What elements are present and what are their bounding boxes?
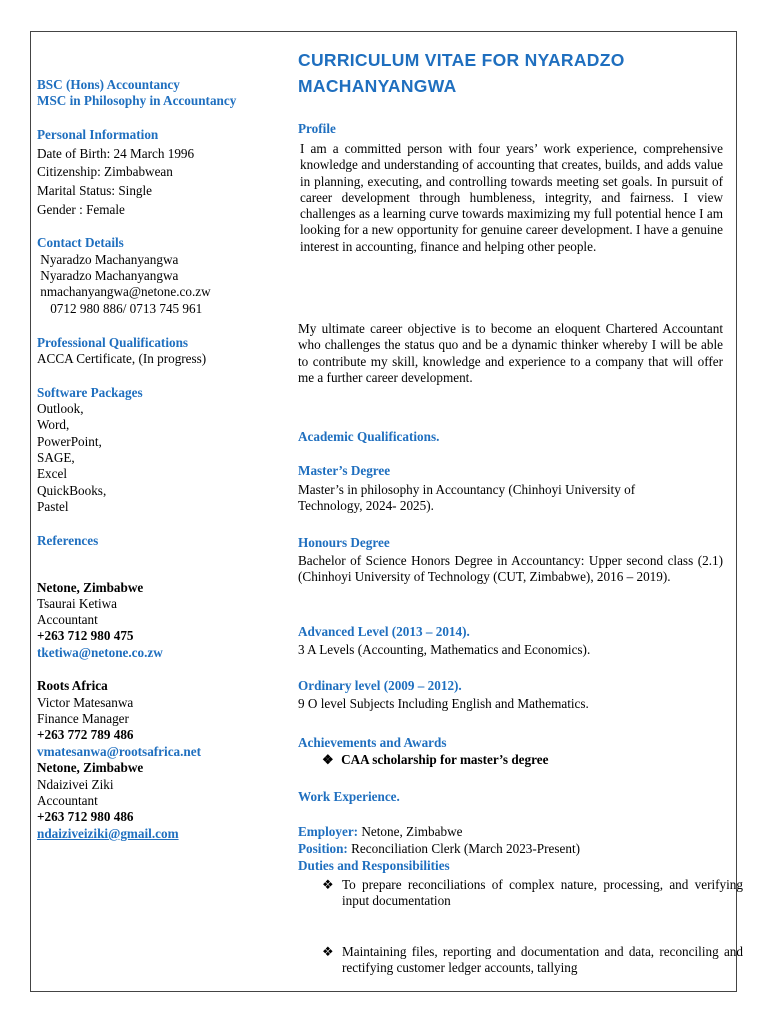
software-item: PowerPoint, [37,434,102,449]
reference-name: Victor Matesanwa [37,695,134,710]
reference-phone: +263 772 789 486 [37,727,134,742]
citizenship: Citizenship: Zimbabwean [37,164,173,179]
masters-heading: Master’s Degree [298,463,391,478]
employer-row [298,824,462,840]
degree-bsc: BSC (Hons) Accountancy [37,77,180,92]
profile-text-1: I am a committed person with four years’ work experience, comprehensive knowledge and understanding of accounting that creates, builds, and adds value in planning, executing, and controlling towards meeting set goals. In pursuit of career development through humbleness, integrity, and fairness. I view challenges as a learning curve towards maximizing my full potential hence I am looking for a new opportunity for genuine career development. I have a genuine interest in accounting, finance and helping other people. [300,141,723,254]
date-of-birth: Date of Birth: 24 March 1996 [37,146,195,161]
profile-paragraph-1 [300,141,723,255]
gender: Gender : Female [37,202,125,217]
profile-text-2: My ultimate career objective is to become an eloquent Chartered Accountant who challenges the status quo and be a dynamic thinker whereby I will be able to contribute my skill, knowledge and experience to a company that will offer me a further career development. [298,321,723,385]
profile-paragraph-2 [298,321,723,386]
position-value: Reconciliation Clerk (March 2023-Present) [347,841,581,856]
achievement-item [322,752,548,768]
reference-email-link[interactable]: ndaiziveiziki@gmail.com [37,826,179,841]
software-item: Excel [37,466,68,481]
reference-phone: +263 712 980 475 [37,628,134,643]
o-level-text: 9 O level Subjects Including English and Mathematics. [298,696,589,711]
reference-email[interactable]: vmatesanwa@rootsafrica.net [37,744,202,759]
contact-phone: 0712 980 886/ 0713 745 961 [37,301,203,316]
academic-qualifications-heading: Academic Qualifications. [298,429,440,444]
reference-role: Finance Manager [37,711,129,726]
contact-name-1: Nyaradzo Machanyangwa [37,252,179,267]
cv-title-line-1: CURRICULUM VITAE FOR NYARADZO [298,50,625,70]
software-item: Pastel [37,499,69,514]
position-row [298,841,580,857]
diamond-bullet-icon: ❖ [322,752,334,767]
a-level-heading: Advanced Level (2013 – 2014). [298,624,470,639]
reference-name: Tsaurai Ketiwa [37,596,117,611]
position-label: Position: [298,841,348,856]
reference-org: Roots Africa [37,678,108,693]
reference-org: Netone, Zimbabwe [37,760,144,775]
software-item: Word, [37,417,70,432]
duties-heading: Duties and Responsibilities [298,858,450,873]
duty-text: To prepare reconciliations of complex nature, processing, and verifying input documentation [342,877,743,909]
contact-details-heading: Contact Details [37,235,124,250]
work-experience-heading: Work Experience. [298,789,400,804]
employer-value: Netone, Zimbabwe [358,824,463,839]
marital-status: Marital Status: Single [37,183,153,198]
o-level-heading: Ordinary level (2009 – 2012). [298,678,462,693]
reference-role: Accountant [37,793,98,808]
acca-certificate: ACCA Certificate, (In progress) [37,351,207,366]
duty-item [322,877,743,910]
professional-qualifications-heading: Professional Qualifications [37,335,189,350]
achievements-heading: Achievements and Awards [298,735,447,750]
honours-text: Bachelor of Science Honors Degree in Accountancy: Upper second class (2.1) (Chinhoyi University of Technology (CUT, Zimbabwe), 2016 – 2019). [298,553,723,585]
duty-text: Maintaining files, reporting and documentation and data, reconciling and rectifying customer ledger accounts, tallying [342,943,743,975]
masters-text: Master’s in philosophy in Accountancy (Chinhoyi University of Technology, 2024- 2025). [298,482,636,514]
contact-name-2: Nyaradzo Machanyangwa [37,268,179,283]
personal-info-heading: Personal Information [37,127,159,142]
a-level-text: 3 A Levels (Accounting, Mathematics and Economics). [298,642,591,657]
diamond-bullet-icon: ❖ [322,877,334,892]
duty-item [322,944,743,977]
contact-email: nmachanyangwa@netone.co.zw [37,284,211,299]
cv-title-line-2: MACHANYANGWA [298,76,457,96]
software-item: QuickBooks, [37,483,107,498]
reference-name: Ndaizivei Ziki [37,777,114,792]
software-item: SAGE, [37,450,75,465]
diamond-bullet-icon: ❖ [322,943,334,959]
degree-msc: MSC in Philosophy in Accountancy [37,93,237,108]
reference-org: Netone, Zimbabwe [37,580,144,595]
software-item: Outlook, [37,401,84,416]
employer-label: Employer: [298,824,359,839]
honours-heading: Honours Degree [298,535,390,550]
references-heading: References [37,533,99,548]
software-packages-heading: Software Packages [37,385,143,400]
achievement-text: CAA scholarship for master’s degree [341,752,549,767]
reference-email[interactable]: tketiwa@netone.co.zw [37,645,163,660]
profile-heading: Profile [298,121,336,136]
reference-phone: +263 712 980 486 [37,809,134,824]
reference-role: Accountant [37,612,98,627]
